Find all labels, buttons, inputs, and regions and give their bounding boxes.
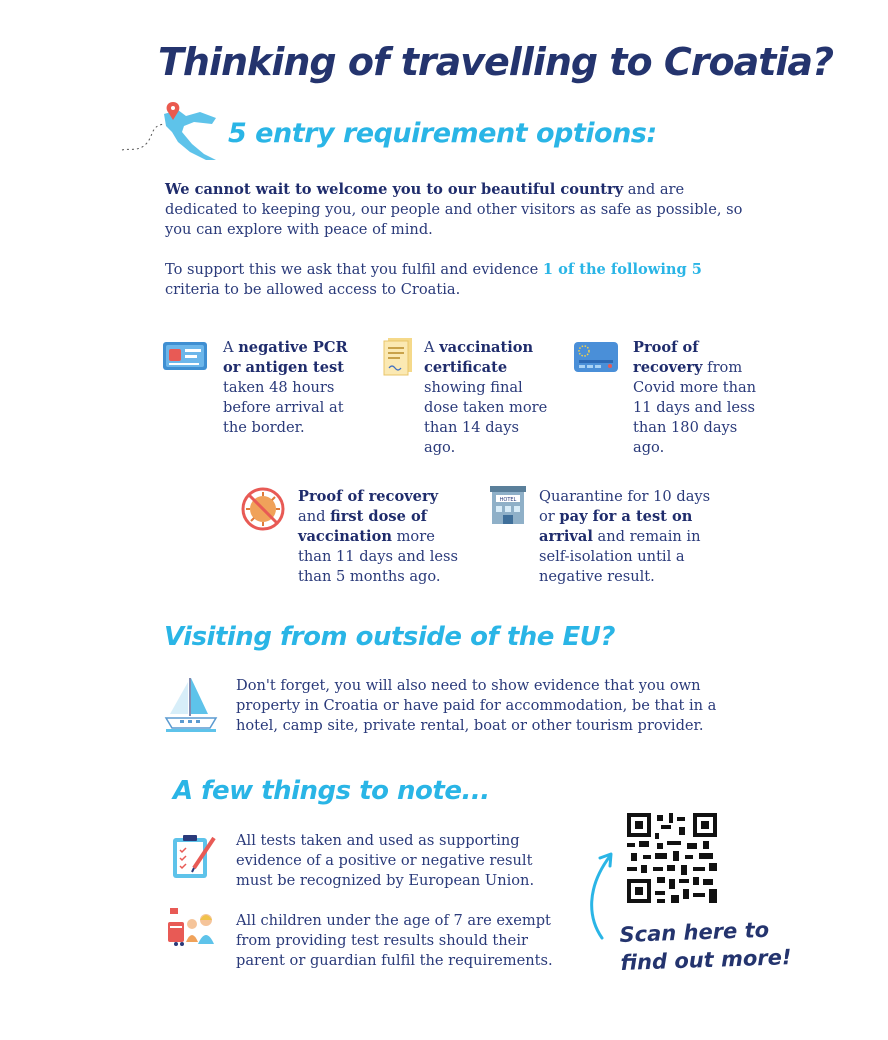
criteria-paragraph (165, 260, 755, 300)
notes-heading: A few things to note... (173, 776, 490, 806)
sailboat-icon (164, 676, 218, 734)
option-recovery-bold: Proof of recovery (633, 339, 703, 376)
section-subtitle: 5 entry requirement options: (228, 118, 657, 149)
option-pcr-rest: taken 48 hours before arrival at the border. (223, 379, 344, 436)
option-recdose-and: and (298, 508, 331, 525)
option-quarantine-bold: pay for a test on arrival (539, 508, 693, 545)
option-vaccine-bold: vaccination certificate (424, 339, 534, 376)
hotel-sign-text: HOTEL (499, 497, 517, 503)
option-recovery-dose (298, 487, 458, 587)
option-recdose-rest: more than 11 days and less than 5 months ago. (298, 528, 458, 585)
note-children: All children under the age of 7 are exempt from providing test results should their parent or guardian fulfil the requirements. (236, 912, 553, 969)
criteria-start: To support this we ask that you fulfil and evidence (165, 261, 543, 278)
intro-bold: We cannot wait to welcome you to our beautiful country (165, 181, 624, 198)
option-pcr-bold: negative PCR or antigen test (223, 339, 348, 376)
criteria-end: criteria to be allowed access to Croatia. (165, 281, 461, 298)
id-card-icon (573, 340, 619, 374)
option-recdose-bold1: Proof of recovery (298, 488, 439, 505)
certificate-icon (382, 336, 414, 376)
scan-line-1: Scan here to (619, 917, 770, 947)
note-tests: All tests taken and used as supporting evidence of a positive or negative result must be recognized by European Union. (236, 832, 535, 889)
intro-rest: and are dedicated to keeping you, our people and other visitors as safe as possible, so you can explore with peace of mind. (165, 181, 743, 238)
intro-paragraph (165, 180, 755, 240)
curved-arrow-icon (580, 848, 620, 944)
clipboard-icon (170, 832, 216, 880)
option-quarantine (539, 487, 719, 587)
option-vaccination (424, 338, 554, 458)
option-recdose-bold2: first dose of vaccination (298, 508, 427, 545)
option-recovery-rest: from Covid more than 11 days and less than 180 days ago. (633, 359, 757, 456)
option-recovery (633, 338, 763, 458)
qr-code[interactable] (627, 813, 717, 903)
option-quarantine-rest: and remain in self-isolation until a negative result. (539, 528, 701, 585)
option-pcr-test (223, 338, 353, 438)
scan-line-2: find out more! (620, 945, 792, 975)
option-quarantine-start: Quarantine for 10 days or (539, 488, 711, 525)
outside-eu-text: Don't forget, you will also need to show evidence that you own property in Croatia or have paid for accommodation, be that in a hotel, camp site, private rental, boat or other tourism provider. (236, 677, 717, 734)
test-card-icon (162, 340, 210, 372)
page-title: Thinking of travelling to Croatia? (158, 40, 834, 84)
no-virus-icon (240, 486, 286, 532)
scan-cta (619, 915, 792, 977)
croatia-map-icon (120, 100, 220, 162)
family-icon (164, 906, 220, 946)
option-pcr-a: A (223, 339, 239, 356)
option-vaccine-rest: showing final dose taken more than 14 days ago. (424, 379, 548, 456)
criteria-highlight: 1 of the following 5 (542, 261, 702, 278)
option-vaccine-a: A (424, 339, 440, 356)
hotel-icon (488, 484, 528, 526)
outside-eu-heading: Visiting from outside of the EU? (164, 622, 615, 652)
